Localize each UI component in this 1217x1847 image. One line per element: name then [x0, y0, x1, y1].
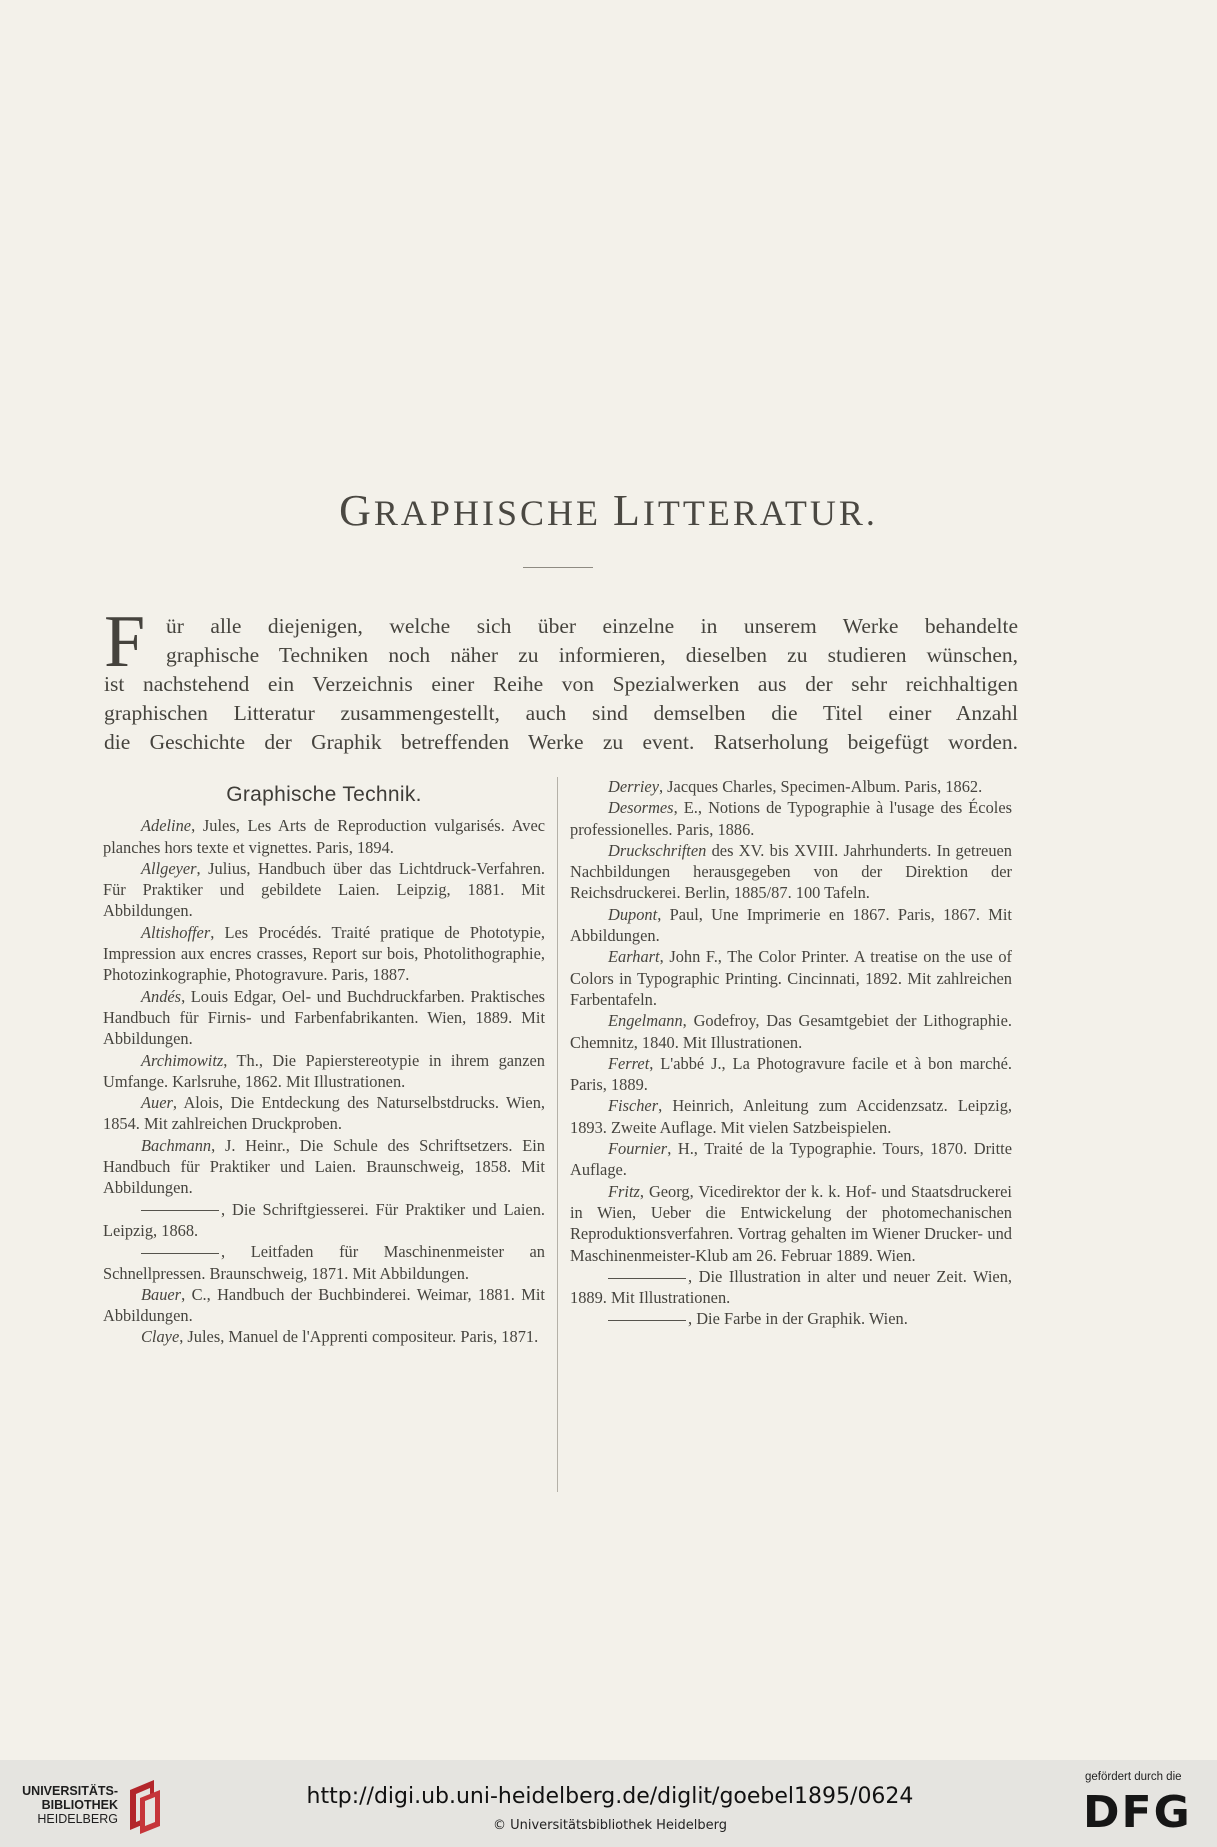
bibliography-entry: [103, 815, 545, 858]
bibliography-entry: [103, 1284, 545, 1327]
bibliography-entry: [570, 1010, 1012, 1053]
entry-author: Fritz: [608, 1181, 640, 1201]
library-name-line: HEIDELBERG: [37, 1812, 118, 1826]
entry-text: , Leitfaden für Maschinenmeister an Schnellpressen. Braunschweig, 1871. Mit Abbildungen.: [103, 1242, 545, 1283]
entry-author: Andés: [141, 986, 182, 1006]
entry-text: , C., Handbuch der Buchbinderei. Weimar, 1881. Mit Abbildungen.: [103, 1284, 545, 1326]
ditto-dash: [608, 1320, 686, 1321]
ditto-dash: [141, 1210, 219, 1211]
bibliography-entry: [103, 1050, 545, 1093]
section-heading: Graphische Technik.: [226, 783, 422, 806]
intro-line: graphische Techniken noch näher zu informieren, dieselben zu studieren wünschen,: [166, 643, 1018, 667]
entry-author: Fournier: [608, 1139, 668, 1159]
entry-text: , Jules, Les Arts de Reproduction vulgarisés. Avec planches hors texte et vignettes. Paris, 1894.: [103, 816, 545, 857]
intro-line: ist nachstehend ein Verzeichnis einer Reihe von Spezialwerken aus der sehr reichhaltigen: [104, 672, 1018, 696]
bibliography-entry: [570, 797, 1012, 840]
entry-author: Desormes: [608, 798, 674, 818]
entry-author: Earhart: [608, 947, 660, 967]
copyright-notice: © Universitätsbibliothek Heidelberg: [492, 1818, 727, 1833]
entry-text: , Heinrich, Anleitung zum Accidenzsatz. Leipzig, 1893. Zweite Auflage. Mit vielen Satzbeispielen.: [570, 1096, 1012, 1137]
entry-text: , Alois, Die Entdeckung des Naturselbstdrucks. Wien, 1854. Mit zahlreichen Druckproben.: [103, 1093, 545, 1134]
entry-author: Altishoffer: [141, 922, 211, 942]
intro-line: die Geschichte der Graphik betreffenden Werke zu event. Ratserholung beigefügt worden.: [104, 730, 1018, 754]
library-name[interactable]: [0, 1784, 118, 1826]
entry-text: , Jules, Manuel de l'Apprenti compositeur. Paris, 1871.: [179, 1327, 539, 1347]
bibliography-entry: [103, 1092, 545, 1135]
title-divider: [523, 567, 593, 568]
entry-text: , Th., Die Papierstereotypie in ihrem ganzen Umfange. Karlsruhe, 1862. Mit Illustrationen.: [103, 1050, 545, 1091]
entry-author: Dupont: [608, 904, 658, 924]
entry-text: , E., Notions de Typographie à l'usage des Écoles professionelles. Paris, 1886.: [570, 798, 1012, 839]
column-divider: [557, 777, 558, 1492]
bibliography-entry: [570, 1308, 1012, 1329]
entry-author: Allgeyer: [141, 858, 197, 878]
intro-line: graphischen Litteratur zusammengestellt, auch sind demselben die Titel einer Anzahl: [104, 701, 1018, 725]
right-column: [570, 776, 1012, 1330]
intro-paragraph: [104, 601, 1018, 757]
bibliography-entry: [103, 1135, 545, 1199]
bibliography-entry: [103, 1199, 545, 1242]
entry-text: , Die Farbe in der Graphik. Wien.: [688, 1309, 908, 1329]
entry-author: Derriey: [608, 777, 659, 796]
ub-heidelberg-logo-icon[interactable]: [124, 1780, 166, 1834]
entry-text: , John F., The Color Printer. A treatise on the use of Colors in Typographic Printing. Cincinnati, 1892. Mit zahlreichen Farbentafeln.: [570, 947, 1012, 1009]
page-title: GRAPHISCHE LITTERATUR.: [339, 486, 878, 535]
intro-line: ür alle diejenigen, welche sich über einzelne in unserem Werke behandelte: [166, 614, 1018, 638]
bibliography-entry: [570, 1138, 1012, 1181]
entry-author: Engelmann: [608, 1011, 683, 1031]
ditto-dash: [608, 1278, 686, 1279]
entry-text: , Die Illustration in alter und neuer Zeit. Wien, 1889. Mit Illustrationen.: [570, 1266, 1012, 1308]
entry-text: , Louis Edgar, Oel- und Buchdruckfarben. Praktisches Handbuch für Firnis- und Farbenfabrikanten. Wien, 1889. Mit Abbildungen.: [103, 986, 545, 1049]
bibliography-entry: [103, 858, 545, 922]
left-column: [103, 776, 545, 1348]
bibliography-list-right: [570, 776, 1012, 1330]
entry-author: Auer: [141, 1093, 173, 1113]
intro-dropcap: F: [104, 601, 146, 683]
bibliography-entry: [570, 776, 1012, 797]
entry-author: Archimowitz: [141, 1050, 224, 1070]
entry-text: , Godefroy, Das Gesamtgebiet der Lithographie. Chemnitz, 1840. Mit Illustrationen.: [570, 1011, 1012, 1052]
bibliography-entry: [103, 922, 545, 986]
entry-author: Ferret: [608, 1053, 650, 1073]
entry-text: , Die Schriftgiesserei. Für Praktiker und Laien. Leipzig, 1868.: [103, 1199, 545, 1240]
entry-author: Bauer: [141, 1284, 182, 1304]
entry-text: , Paul, Une Imprimerie en 1867. Paris, 1867. Mit Abbildungen.: [570, 904, 1012, 946]
entry-text: , Julius, Handbuch über das Lichtdruck-Verfahren. Für Praktiker und gebildete Laien. Leipzig, 1881. Mit Abbildungen.: [103, 858, 545, 921]
bibliography-entry: [103, 1326, 545, 1347]
funding-note: gefördert durch die: [1085, 1771, 1182, 1783]
bibliography-entry: [570, 1095, 1012, 1138]
entry-text: , H., Traité de la Typographie. Tours, 1870. Dritte Auflage.: [570, 1139, 1012, 1180]
entry-author: Fischer: [608, 1096, 659, 1116]
entry-author: Bachmann: [141, 1135, 212, 1155]
dfg-logo[interactable]: DFG: [1083, 1787, 1192, 1838]
bibliography-entry: [570, 946, 1012, 1010]
entry-text: des XV. bis XVIII. Jahrhunderts. In getreuen Nachbildungen herausgegeben von der Direktion der Reichsdruckerei. Berlin, 1885/87. 100 Tafeln.: [570, 840, 1012, 903]
entry-author: Adeline: [141, 816, 192, 836]
bibliography-entry: [570, 840, 1012, 904]
bibliography-entry: [103, 1241, 545, 1284]
bibliography-entry: [570, 1181, 1012, 1266]
entry-text: , Jacques Charles, Specimen-Album. Paris, 1862.: [658, 777, 983, 796]
bibliography-entry: [570, 1053, 1012, 1096]
library-name-line: UNIVERSITÄTS-: [22, 1784, 118, 1798]
permalink-url[interactable]: http://digi.ub.uni-heidelberg.de/diglit/goebel1895/0624: [306, 1784, 914, 1809]
library-name-line: BIBLIOTHEK: [41, 1798, 118, 1812]
bibliography-entry: [570, 1266, 1012, 1309]
ditto-dash: [141, 1253, 219, 1254]
entry-author: Druckschriften: [608, 840, 707, 860]
bibliography-entry: [570, 904, 1012, 947]
entry-text: , J. Heinr., Die Schule des Schriftsetzers. Ein Handbuch für Praktiker und Laien. Braunschweig, 1858. Mit Abbildungen.: [103, 1135, 545, 1198]
entry-text: , Les Procédés. Traité pratique de Phototypie, Impression aux encres crasses, Report sur bois, Photolithographie, Photozinkographie, Photogravure. Paris, 1887.: [103, 922, 545, 985]
entry-text: , L'abbé J., La Photogravure facile et à bon marché. Paris, 1889.: [570, 1053, 1012, 1095]
bibliography-entry: [103, 986, 545, 1050]
entry-text: , Georg, Vicedirektor der k. k. Hof- und Staatsdruckerei in Wien, Ueber die Entwickelung der photomechanischen Reproduktionsverfahren. Vortrag gehalten im Wiener Drucker- und Maschinenmeister-Klub am 26. Februar 1889. Wien.: [570, 1181, 1012, 1265]
bibliography-list-left: [103, 815, 545, 1347]
entry-author: Claye: [141, 1327, 180, 1347]
